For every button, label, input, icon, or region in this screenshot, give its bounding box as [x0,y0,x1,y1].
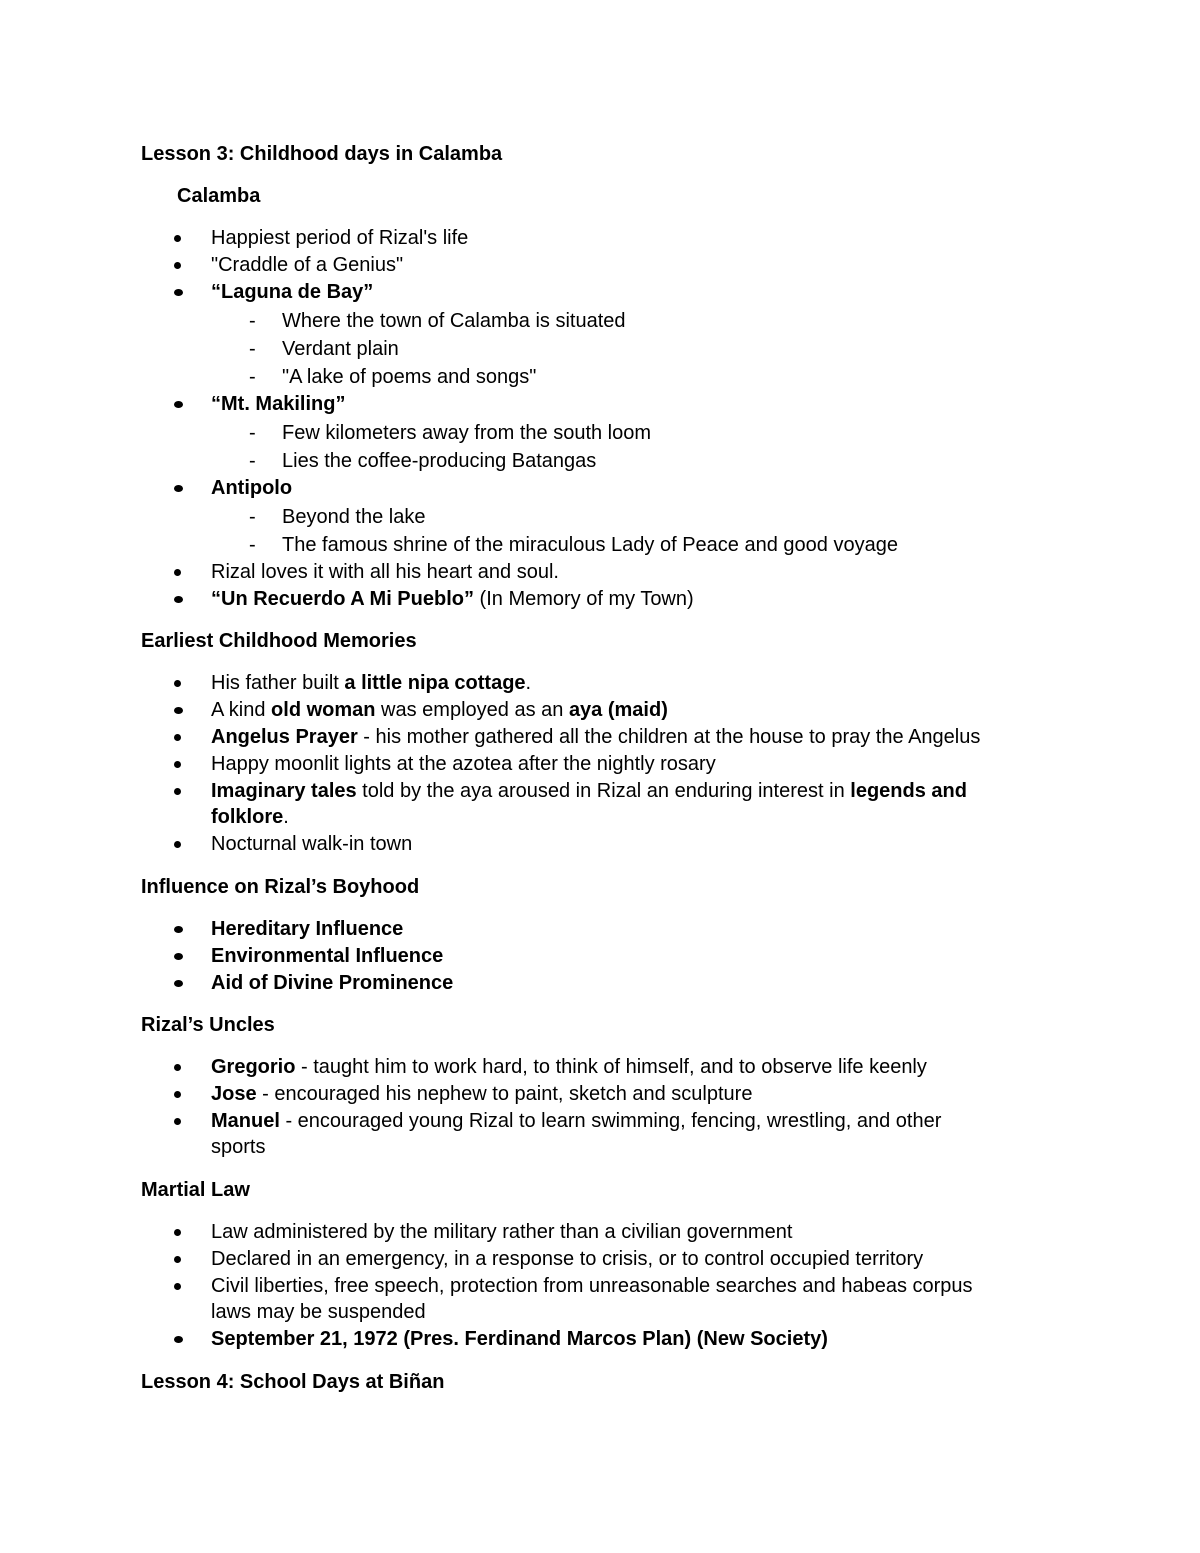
dash-marker: - [249,422,256,444]
list-item: Nocturnal walk-in town [211,833,413,855]
text: - encouraged his nephew to paint, sketch and sculpture [256,1083,753,1105]
bullet [174,926,183,933]
bullet [174,289,183,296]
dash-marker: - [249,506,256,528]
text-bold: folklore [211,806,284,828]
list-item: September 21, 1972 (Pres. Ferdinand Marcos Plan) (New Society) [211,1328,828,1350]
bullet [174,569,181,576]
poem-title: “Un Recuerdo A Mi Pueblo” [211,588,474,610]
bullet [174,788,181,795]
bullet [174,596,183,603]
bullet [174,1118,181,1125]
list-item: Happiest period of Rizal's life [211,227,469,249]
dash-marker: - [249,366,256,388]
lesson4-heading: Lesson 4: School Days at Biñan [141,1371,445,1393]
list-item [211,724,980,751]
text-bold: Angelus Prayer [211,726,358,748]
text-bold: a little nipa cottage [344,672,526,694]
uncles-heading: Rizal’s Uncles [141,1014,275,1036]
list-item-continuation: sports [211,1136,266,1158]
list-item-continuation: laws may be suspended [211,1301,426,1323]
bullet [174,980,183,987]
dash-marker: - [249,450,256,472]
text: . [283,806,289,828]
bullet [174,761,181,768]
sub-list-item: Where the town of Calamba is situated [282,310,626,332]
influence-heading: Influence on Rizal’s Boyhood [141,876,420,898]
calamba-heading: Calamba [177,185,261,207]
text-bold: Gregorio [211,1056,296,1078]
list-item: Declared in an emergency, in a response to crisis, or to control occupied territory [211,1248,924,1270]
text-bold: Manuel [211,1110,280,1132]
dash-marker: - [249,338,256,360]
text-bold: old woman [271,699,376,721]
list-item: "Craddle of a Genius" [211,254,404,276]
sub-list-item: "A lake of poems and songs" [282,366,537,388]
bullet [174,1256,181,1263]
bullet [174,1064,181,1071]
bullet [174,262,181,269]
sub-list-item: Lies the coffee-producing Batangas [282,450,597,472]
earliest-heading: Earliest Childhood Memories [141,630,417,652]
list-item: Hereditary Influence [211,918,404,940]
list-item: “Mt. Makiling” [211,393,346,415]
martial-heading: Martial Law [141,1179,250,1201]
text: A kind [211,699,272,721]
text: . [525,672,532,694]
text: - taught him to work hard, to think of himself, and to observe life keenly [295,1056,927,1078]
text: - his mother gathered all the children at the house to pray the Angelus [357,726,981,748]
dash-marker: - [249,310,256,332]
bullet [174,485,183,492]
list-item: Law administered by the military rather than a civilian government [211,1221,793,1243]
text-bold: aya (maid) [568,699,668,721]
text: was employed as an [375,699,569,721]
list-item [211,697,668,724]
text-bold: legends and [850,780,967,802]
bullet [174,953,183,960]
list-item [211,586,694,613]
list-item [211,670,531,697]
bullet [174,401,183,408]
text: His father built [211,672,345,694]
sub-list-item: The famous shrine of the miraculous Lady of Peace and good voyage [282,534,898,556]
text-bold: Jose [211,1083,257,1105]
bullet [174,235,181,242]
sub-list-item: Few kilometers away from the south loom [282,422,652,444]
bullet [174,1336,183,1343]
lesson3-heading: Lesson 3: Childhood days in Calamba [141,143,503,165]
list-item-continuation [211,804,289,831]
bullet [174,707,183,714]
text: told by the aya aroused in Rizal an enduring interest in [356,780,851,802]
bullet [174,680,181,687]
sub-list-item: Verdant plain [282,338,399,360]
bullet [174,841,181,848]
bullet [174,734,181,741]
text-bold: Imaginary tales [211,780,357,802]
dash-marker: - [249,534,256,556]
text: - encouraged young Rizal to learn swimming, fencing, wrestling, and other [279,1110,942,1132]
list-item: Environmental Influence [211,945,444,967]
list-item: Antipolo [211,477,293,499]
list-item [211,1054,927,1081]
sub-list-item: Beyond the lake [282,506,426,528]
bullet [174,1283,181,1290]
bullet [174,1091,181,1098]
list-item: Happy moonlit lights at the azotea after the nightly rosary [211,753,716,775]
list-item: “Laguna de Bay” [211,281,374,303]
bullet [174,1229,181,1236]
list-item: Aid of Divine Prominence [211,972,454,994]
list-item: Civil liberties, free speech, protection from unreasonable searches and habeas corpus [211,1275,973,1297]
list-item [211,1081,752,1108]
list-item: Rizal loves it with all his heart and soul. [211,561,559,583]
list-item [211,778,967,805]
list-item [211,1108,941,1135]
poem-translation: (In Memory of my Town) [473,588,694,610]
